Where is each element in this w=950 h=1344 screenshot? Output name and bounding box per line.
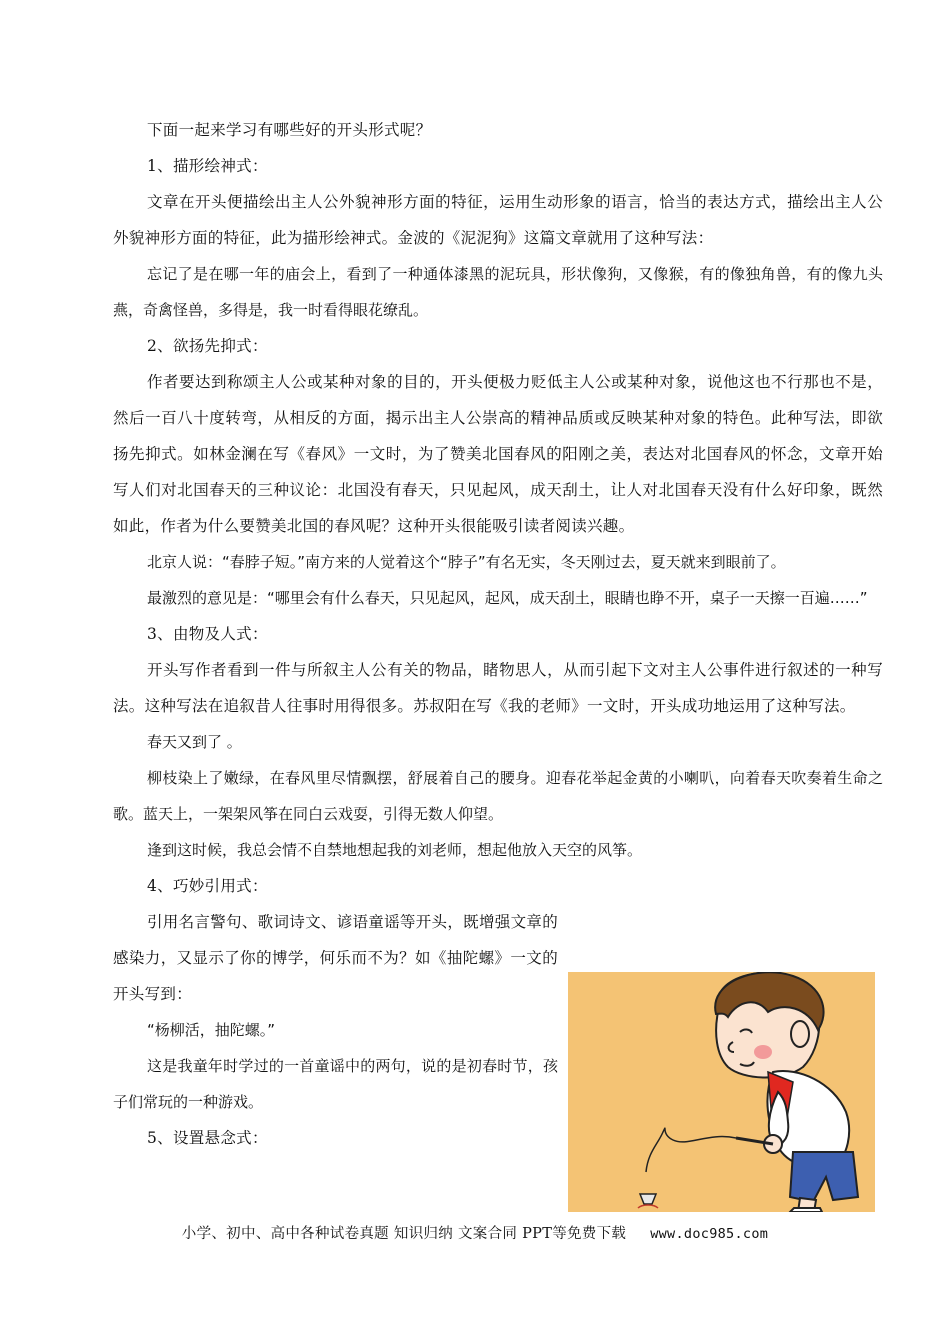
heading-5: 5、设置悬念式： (147, 1129, 268, 1147)
example-3b: 柳枝染上了嫩绿，在春风里尽情飘摆，舒展着自己的腰身。迎春花举起金黄的小喇叭，向着春天吹奏着生命之歌。蓝天上，一架架风筝在同白云戏耍，引得无数人仰望。 (113, 769, 883, 823)
example-2b: 最激烈的意见是：“哪里会有什么春天，只见起风，起风，成天刮土，眼睛也睁不开，桌子一天擦一百遍……” (147, 589, 868, 607)
intro-paragraph: 下面一起来学习有哪些好的开头形式呢？ (147, 121, 432, 139)
example-1: 忘记了是在哪一年的庙会上，看到了一种通体漆黑的泥玩具，形状像狗，又像猴，有的像独角兽，有的像九头燕，奇禽怪兽，多得是，我一时看得眼花缭乱。 (113, 265, 883, 319)
example-3a: 春天又到了 。 (147, 733, 242, 751)
boy-illustration-svg (568, 972, 875, 1212)
page-footer (0, 1222, 950, 1243)
heading-2: 2、欲扬先抑式： (147, 337, 268, 355)
illustration-boy-spinning-top (568, 972, 875, 1212)
example-4a: “杨柳活，抽陀螺。” (147, 1021, 276, 1039)
example-2a: 北京人说：“春脖子短。”南方来的人觉着这个“脖子”有名无实，冬天刚过去，夏天就来到眼前了。 (147, 553, 786, 571)
paragraph-4: 引用名言警句、歌词诗文、谚语童谣等开头，既增强文章的感染力，又显示了你的博学，何乐而不为？如《抽陀螺》一文的开头写到： (113, 913, 558, 1003)
heading-3: 3、由物及人式： (147, 625, 268, 643)
heading-4: 4、巧妙引用式： (147, 877, 268, 895)
paragraph-1: 文章在开头便描绘出主人公外貌神形方面的特征，运用生动形象的语言，恰当的表达方式，描绘出主人公外貌神形方面的特征，此为描形绘神式。金波的《泥泥狗》这篇文章就用了这种写法： (113, 193, 883, 247)
footer-url[interactable]: www.doc985.com (650, 1226, 769, 1242)
paragraph-3: 开头写作者看到一件与所叙主人公有关的物品，睹物思人，从而引起下文对主人公事件进行叙述的一种写法。这种写法在追叙昔人往事时用得很多。苏叔阳在写《我的老师》一文时，开头成功地运用了这种写法。 (113, 661, 883, 715)
example-4b: 这是我童年时学过的一首童谣中的两句，说的是初春时节，孩子们常玩的一种游戏。 (113, 1057, 558, 1111)
example-3c: 逢到这时候，我总会情不自禁地想起我的刘老师，想起他放入天空的风筝。 (147, 841, 643, 859)
heading-1: 1、描形绘神式： (147, 157, 268, 175)
footer-text: 小学、初中、高中各种试卷真题 知识归纳 文案合同 PPT等免费下载 (181, 1226, 627, 1242)
paragraph-2: 作者要达到称颂主人公或某种对象的目的，开头便极力贬低主人公或某种对象，说他这也不行那也不是，然后一百八十度转弯，从相反的方面，揭示出主人公崇高的精神品质或反映某种对象的特色。此种写法，即欲扬先抑式。如林金澜在写《春风》一文时，为了赞美北国春风的阳刚之美，表达对北国春风的怀念，文章开始写人们对北国春天的三种议论：北国没有春天，只见起风，成天刮土，让人对北国春天没有什么好印象，既然如此，作者为什么要赞美北国的春风呢？这种开头很能吸引读者阅读兴趣。 (113, 373, 883, 535)
